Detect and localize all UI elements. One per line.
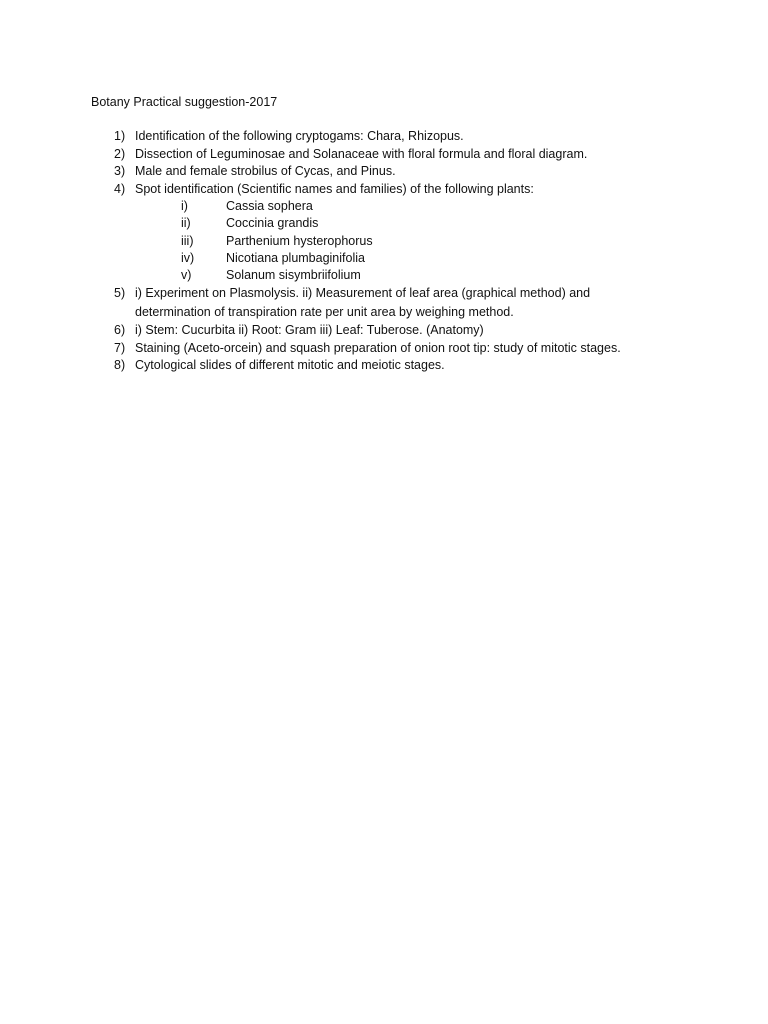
item-number: 8) — [114, 358, 126, 372]
item-text: Dissection of Leguminosae and Solanaceae with floral formula and floral diagram. — [135, 147, 588, 161]
plant-name: Nicotiana plumbaginifolia — [226, 251, 365, 265]
plant-number: i) — [181, 199, 188, 213]
item-text: Spot identification (Scientific names and families) of the following plants: — [135, 182, 534, 196]
item-text: Male and female strobilus of Cycas, and Pinus. — [135, 164, 396, 178]
plant-number: v) — [181, 268, 192, 282]
plant-number: ii) — [181, 216, 191, 230]
plant-number: iv) — [181, 251, 195, 265]
item-number: 7) — [114, 341, 126, 355]
plant-name: Cassia sophera — [226, 199, 313, 213]
item-number: 6) — [114, 323, 126, 337]
item-text: i) Experiment on Plasmolysis. ii) Measurement of leaf area (graphical method) and — [135, 286, 591, 300]
item-text: Cytological slides of different mitotic and meiotic stages. — [135, 358, 445, 372]
document-title: Botany Practical suggestion-2017 — [91, 95, 278, 109]
item-number: 2) — [114, 147, 126, 161]
item-text-continuation: determination of transpiration rate per unit area by weighing method. — [135, 305, 514, 319]
item-number: 1) — [114, 129, 126, 143]
item-text: Identification of the following cryptogams: Chara, Rhizopus. — [135, 129, 464, 143]
item-number: 5) — [114, 286, 126, 300]
item-number: 4) — [114, 182, 126, 196]
item-text: i) Stem: Cucurbita ii) Root: Gram iii) Leaf: Tuberose. (Anatomy) — [135, 323, 484, 337]
plant-number: iii) — [181, 234, 194, 248]
item-text: Staining (Aceto-orcein) and squash preparation of onion root tip: study of mitotic stages. — [135, 341, 621, 355]
item-number: 3) — [114, 164, 126, 178]
plant-name: Coccinia grandis — [226, 216, 319, 230]
plant-name: Parthenium hysterophorus — [226, 234, 373, 248]
plant-name: Solanum sisymbriifolium — [226, 268, 361, 282]
